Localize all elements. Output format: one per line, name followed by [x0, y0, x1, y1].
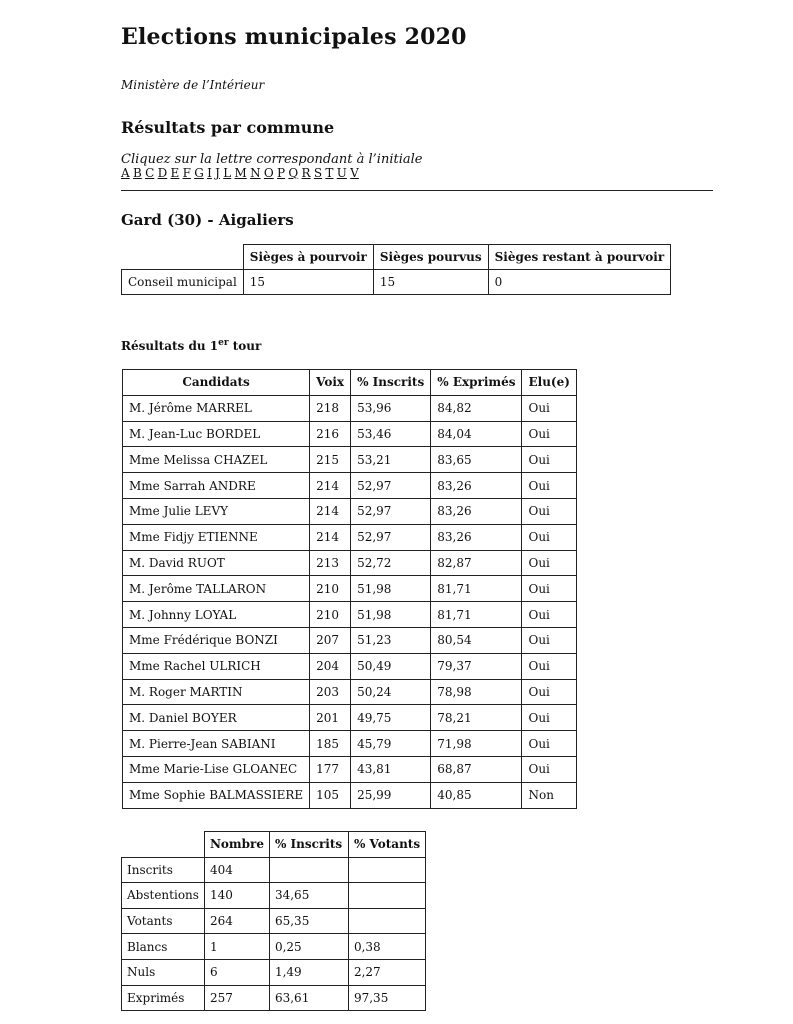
table-row — [123, 473, 577, 499]
pct-registered-cell: 50,49 — [351, 653, 431, 679]
pct-cast-cell: 83,65 — [431, 447, 522, 473]
pct-registered-cell: 63,61 — [269, 985, 348, 1011]
votes-cell: 185 — [310, 731, 351, 757]
ministry-label: Ministère de l’Intérieur — [121, 78, 265, 92]
letter-link-o[interactable]: O — [263, 166, 274, 180]
count-cell: 257 — [204, 985, 269, 1011]
votes-cell: 210 — [310, 602, 351, 628]
results-header-pct-registered: % Inscrits — [351, 370, 431, 396]
commune-title: Gard (30) - Aigaliers — [121, 211, 294, 229]
section-title: Résultats par commune — [121, 118, 335, 137]
elected-cell: Oui — [522, 705, 576, 731]
table-row — [123, 705, 577, 731]
votes-cell: 214 — [310, 473, 351, 499]
pct-cast-cell: 81,71 — [431, 576, 522, 602]
letter-link-f[interactable]: F — [182, 166, 191, 180]
stat-label-cell: Blancs — [122, 934, 205, 960]
table-row — [123, 524, 577, 550]
pct-registered-cell: 43,81 — [351, 756, 431, 782]
pct-registered-cell: 51,98 — [351, 576, 431, 602]
table-row — [122, 934, 426, 960]
pct-registered-cell: 53,96 — [351, 395, 431, 421]
candidate-name-cell: M. Johnny LOYAL — [123, 602, 310, 628]
pct-registered-cell: 52,97 — [351, 498, 431, 524]
pct-registered-cell: 1,49 — [269, 959, 348, 985]
letter-link-l[interactable]: L — [223, 166, 232, 180]
pct-cast-cell: 83,26 — [431, 498, 522, 524]
count-cell: 6 — [204, 959, 269, 985]
letter-link-a[interactable]: A — [121, 166, 130, 180]
results-header-candidates: Candidats — [123, 370, 310, 396]
letter-link-s[interactable]: S — [313, 166, 323, 180]
pct-registered-cell: 52,72 — [351, 550, 431, 576]
candidate-name-cell: M. Daniel BOYER — [123, 705, 310, 731]
stats-header-blank — [122, 832, 205, 858]
candidate-name-cell: Mme Melissa CHAZEL — [123, 447, 310, 473]
table-row — [123, 447, 577, 473]
pct-voters-cell: 97,35 — [348, 985, 425, 1011]
elected-cell: Oui — [522, 524, 576, 550]
seats-remaining-value: 0 — [488, 270, 671, 295]
count-cell: 1 — [204, 934, 269, 960]
pct-voters-cell — [348, 857, 425, 883]
pct-registered-cell: 65,35 — [269, 908, 348, 934]
letter-link-j[interactable]: J — [215, 166, 220, 180]
pct-registered-cell: 52,97 — [351, 524, 431, 550]
letter-link-r[interactable]: R — [301, 166, 311, 180]
pct-registered-cell: 51,23 — [351, 627, 431, 653]
stat-label-cell: Votants — [122, 908, 205, 934]
pct-voters-cell — [348, 883, 425, 909]
table-row — [122, 959, 426, 985]
pct-cast-cell: 83,26 — [431, 473, 522, 499]
stats-table — [121, 831, 426, 1011]
pct-registered-cell: 52,97 — [351, 473, 431, 499]
table-row — [123, 627, 577, 653]
count-cell: 404 — [204, 857, 269, 883]
count-cell: 140 — [204, 883, 269, 909]
table-row — [123, 756, 577, 782]
seats-table — [121, 244, 671, 295]
table-row — [122, 857, 426, 883]
candidate-name-cell: M. Jerôme TALLARON — [123, 576, 310, 602]
pct-registered-cell: 50,24 — [351, 679, 431, 705]
letter-link-e[interactable]: E — [170, 166, 180, 180]
letter-link-d[interactable]: D — [157, 166, 168, 180]
elected-cell: Oui — [522, 550, 576, 576]
seats-row — [122, 270, 671, 295]
pct-cast-cell: 40,85 — [431, 782, 522, 808]
pct-cast-cell: 84,04 — [431, 421, 522, 447]
seats-filled-value: 15 — [373, 270, 488, 295]
pct-registered-cell: 34,65 — [269, 883, 348, 909]
votes-cell: 177 — [310, 756, 351, 782]
letter-link-t[interactable]: T — [325, 166, 334, 180]
table-row — [123, 679, 577, 705]
alphabet-index — [121, 166, 362, 180]
seats-header-blank — [122, 245, 244, 270]
letter-link-p[interactable]: P — [277, 166, 286, 180]
pct-voters-cell — [348, 908, 425, 934]
pct-cast-cell: 78,21 — [431, 705, 522, 731]
pct-cast-cell: 68,87 — [431, 756, 522, 782]
candidate-name-cell: M. David RUOT — [123, 550, 310, 576]
letter-link-v[interactable]: V — [350, 166, 359, 180]
table-row — [123, 550, 577, 576]
candidate-name-cell: Mme Fidjy ETIENNE — [123, 524, 310, 550]
pct-cast-cell: 71,98 — [431, 731, 522, 757]
results-header-pct-cast: % Exprimés — [431, 370, 522, 396]
elected-cell: Non — [522, 782, 576, 808]
round-title-sup: er — [218, 338, 229, 348]
candidate-name-cell: Mme Sophie BALMASSIERE — [123, 782, 310, 808]
table-row — [122, 908, 426, 934]
letter-link-n[interactable]: N — [250, 166, 261, 180]
results-table — [122, 369, 577, 809]
table-row — [123, 421, 577, 447]
pct-registered-cell: 0,25 — [269, 934, 348, 960]
votes-cell: 214 — [310, 524, 351, 550]
letter-link-m[interactable]: M — [234, 166, 247, 180]
pct-registered-cell: 45,79 — [351, 731, 431, 757]
divider — [121, 190, 713, 191]
letter-link-c[interactable]: C — [145, 166, 155, 180]
votes-cell: 216 — [310, 421, 351, 447]
pct-cast-cell: 79,37 — [431, 653, 522, 679]
table-row — [123, 395, 577, 421]
elected-cell: Oui — [522, 756, 576, 782]
pct-registered-cell — [269, 857, 348, 883]
pct-voters-cell: 0,38 — [348, 934, 425, 960]
seats-header-row — [122, 245, 671, 270]
table-row — [123, 782, 577, 808]
elected-cell: Oui — [522, 395, 576, 421]
page-title: Elections municipales 2020 — [121, 24, 467, 50]
pct-registered-cell: 51,98 — [351, 602, 431, 628]
table-row — [123, 602, 577, 628]
pct-registered-cell: 53,21 — [351, 447, 431, 473]
stats-header-pct-voters: % Votants — [348, 832, 425, 858]
letter-link-q[interactable]: Q — [288, 166, 299, 180]
round-title-label: Résultats du 1 — [121, 339, 219, 353]
pct-cast-cell: 81,71 — [431, 602, 522, 628]
elected-cell: Oui — [522, 731, 576, 757]
seats-to-fill-value: 15 — [243, 270, 373, 295]
table-row — [122, 883, 426, 909]
pct-cast-cell: 84,82 — [431, 395, 522, 421]
candidate-name-cell: M. Pierre-Jean SABIANI — [123, 731, 310, 757]
pct-cast-cell: 78,98 — [431, 679, 522, 705]
seats-row-label: Conseil municipal — [122, 270, 244, 295]
elected-cell: Oui — [522, 576, 576, 602]
seats-header-filled: Sièges pourvus — [373, 245, 488, 270]
elected-cell: Oui — [522, 653, 576, 679]
votes-cell: 204 — [310, 653, 351, 679]
elected-cell: Oui — [522, 421, 576, 447]
round-title-suffix: tour — [228, 339, 262, 353]
round-title — [121, 338, 261, 353]
results-header-votes: Voix — [310, 370, 351, 396]
votes-cell: 201 — [310, 705, 351, 731]
candidate-name-cell: M. Jérôme MARREL — [123, 395, 310, 421]
elected-cell: Oui — [522, 473, 576, 499]
results-header-elected: Elu(e) — [522, 370, 576, 396]
stat-label-cell: Inscrits — [122, 857, 205, 883]
votes-cell: 207 — [310, 627, 351, 653]
candidate-name-cell: Mme Rachel ULRICH — [123, 653, 310, 679]
stat-label-cell: Exprimés — [122, 985, 205, 1011]
stat-label-cell: Abstentions — [122, 883, 205, 909]
letter-link-i[interactable]: I — [207, 166, 212, 180]
table-row — [123, 731, 577, 757]
pct-voters-cell: 2,27 — [348, 959, 425, 985]
count-cell: 264 — [204, 908, 269, 934]
candidate-name-cell: M. Jean-Luc BORDEL — [123, 421, 310, 447]
votes-cell: 213 — [310, 550, 351, 576]
votes-cell: 214 — [310, 498, 351, 524]
pct-cast-cell: 82,87 — [431, 550, 522, 576]
candidate-name-cell: M. Roger MARTIN — [123, 679, 310, 705]
letter-link-g[interactable]: G — [194, 166, 204, 180]
elected-cell: Oui — [522, 447, 576, 473]
elected-cell: Oui — [522, 679, 576, 705]
table-row — [123, 653, 577, 679]
results-header-row — [123, 370, 577, 396]
elected-cell: Oui — [522, 498, 576, 524]
votes-cell: 218 — [310, 395, 351, 421]
pct-registered-cell: 25,99 — [351, 782, 431, 808]
seats-header-to-fill: Sièges à pourvoir — [243, 245, 373, 270]
elected-cell: Oui — [522, 602, 576, 628]
votes-cell: 215 — [310, 447, 351, 473]
table-row — [123, 576, 577, 602]
candidate-name-cell: Mme Marie-Lise GLOANEC — [123, 756, 310, 782]
stat-label-cell: Nuls — [122, 959, 205, 985]
table-row — [123, 498, 577, 524]
instruction-text: Cliquez sur la lettre correspondant à l’initiale — [121, 152, 423, 167]
votes-cell: 203 — [310, 679, 351, 705]
pct-registered-cell: 49,75 — [351, 705, 431, 731]
candidate-name-cell: Mme Frédérique BONZI — [123, 627, 310, 653]
letter-link-b[interactable]: B — [132, 166, 142, 180]
pct-cast-cell: 83,26 — [431, 524, 522, 550]
pct-cast-cell: 80,54 — [431, 627, 522, 653]
stats-header-count: Nombre — [204, 832, 269, 858]
candidate-name-cell: Mme Sarrah ANDRE — [123, 473, 310, 499]
elected-cell: Oui — [522, 627, 576, 653]
candidate-name-cell: Mme Julie LEVY — [123, 498, 310, 524]
votes-cell: 105 — [310, 782, 351, 808]
letter-link-u[interactable]: U — [336, 166, 347, 180]
stats-header-row — [122, 832, 426, 858]
pct-registered-cell: 53,46 — [351, 421, 431, 447]
seats-header-remaining: Sièges restant à pourvoir — [488, 245, 671, 270]
votes-cell: 210 — [310, 576, 351, 602]
table-row — [122, 985, 426, 1011]
stats-header-pct-registered: % Inscrits — [269, 832, 348, 858]
